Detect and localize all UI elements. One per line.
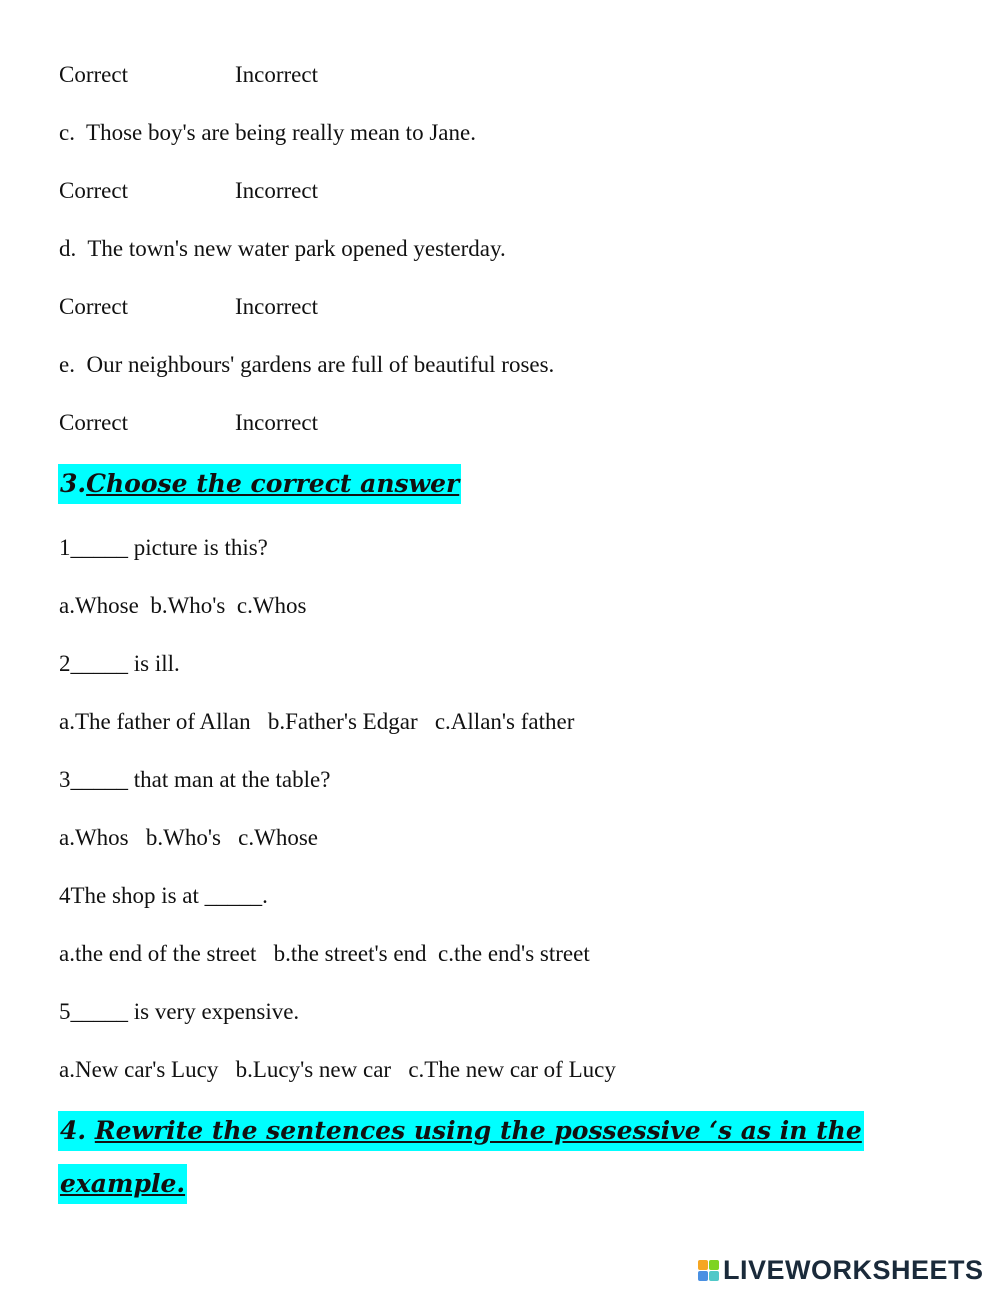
sentence-c: c. Those boy's are being really mean to Jane. — [59, 120, 476, 145]
incorrect-option[interactable]: Incorrect — [235, 294, 318, 319]
section-4-heading-line2 — [58, 1164, 187, 1204]
logo-mark-icon — [698, 1260, 719, 1281]
question-stem: 5_____ is very expensive. — [59, 999, 300, 1024]
section-title-line2: example. — [60, 1169, 186, 1198]
correct-option[interactable]: Correct — [59, 294, 128, 319]
sentence-e: e. Our neighbours' gardens are full of beautiful roses. — [59, 352, 555, 377]
question-stem: 4The shop is at _____. — [59, 883, 268, 908]
liveworksheets-logo — [698, 1255, 984, 1285]
correct-option[interactable]: Correct — [59, 178, 128, 203]
incorrect-option[interactable]: Incorrect — [235, 178, 318, 203]
incorrect-option[interactable]: Incorrect — [235, 410, 318, 435]
section-number: 4. — [60, 1116, 95, 1145]
incorrect-option[interactable]: Incorrect — [235, 62, 318, 87]
section-number: 3. — [60, 469, 87, 498]
logo-text: LIVEWORKSHEETS — [723, 1254, 984, 1285]
question-stem: 2_____ is ill. — [59, 651, 180, 676]
question-options[interactable]: a.The father of Allan b.Father's Edgar c.Allan's father — [59, 709, 575, 734]
question-stem: 1_____ picture is this? — [59, 535, 268, 560]
section-title-line1: Rewrite the sentences using the possessive ‘s as in the — [94, 1116, 862, 1145]
question-options[interactable]: a.Whose b.Who's c.Whos — [59, 593, 307, 618]
correct-option[interactable]: Correct — [59, 410, 128, 435]
correct-option[interactable]: Correct — [59, 62, 128, 87]
section-4-heading — [58, 1111, 864, 1151]
section-3-heading — [58, 464, 461, 504]
question-options[interactable]: a.Whos b.Who's c.Whose — [59, 825, 318, 850]
sentence-d: d. The town's new water park opened yesterday. — [59, 236, 506, 261]
question-stem: 3_____ that man at the table? — [59, 767, 331, 792]
question-options[interactable]: a.the end of the street b.the street's end c.the end's street — [59, 941, 590, 966]
question-options[interactable]: a.New car's Lucy b.Lucy's new car c.The new car of Lucy — [59, 1057, 616, 1082]
section-title: Choose the correct answer — [86, 469, 460, 498]
